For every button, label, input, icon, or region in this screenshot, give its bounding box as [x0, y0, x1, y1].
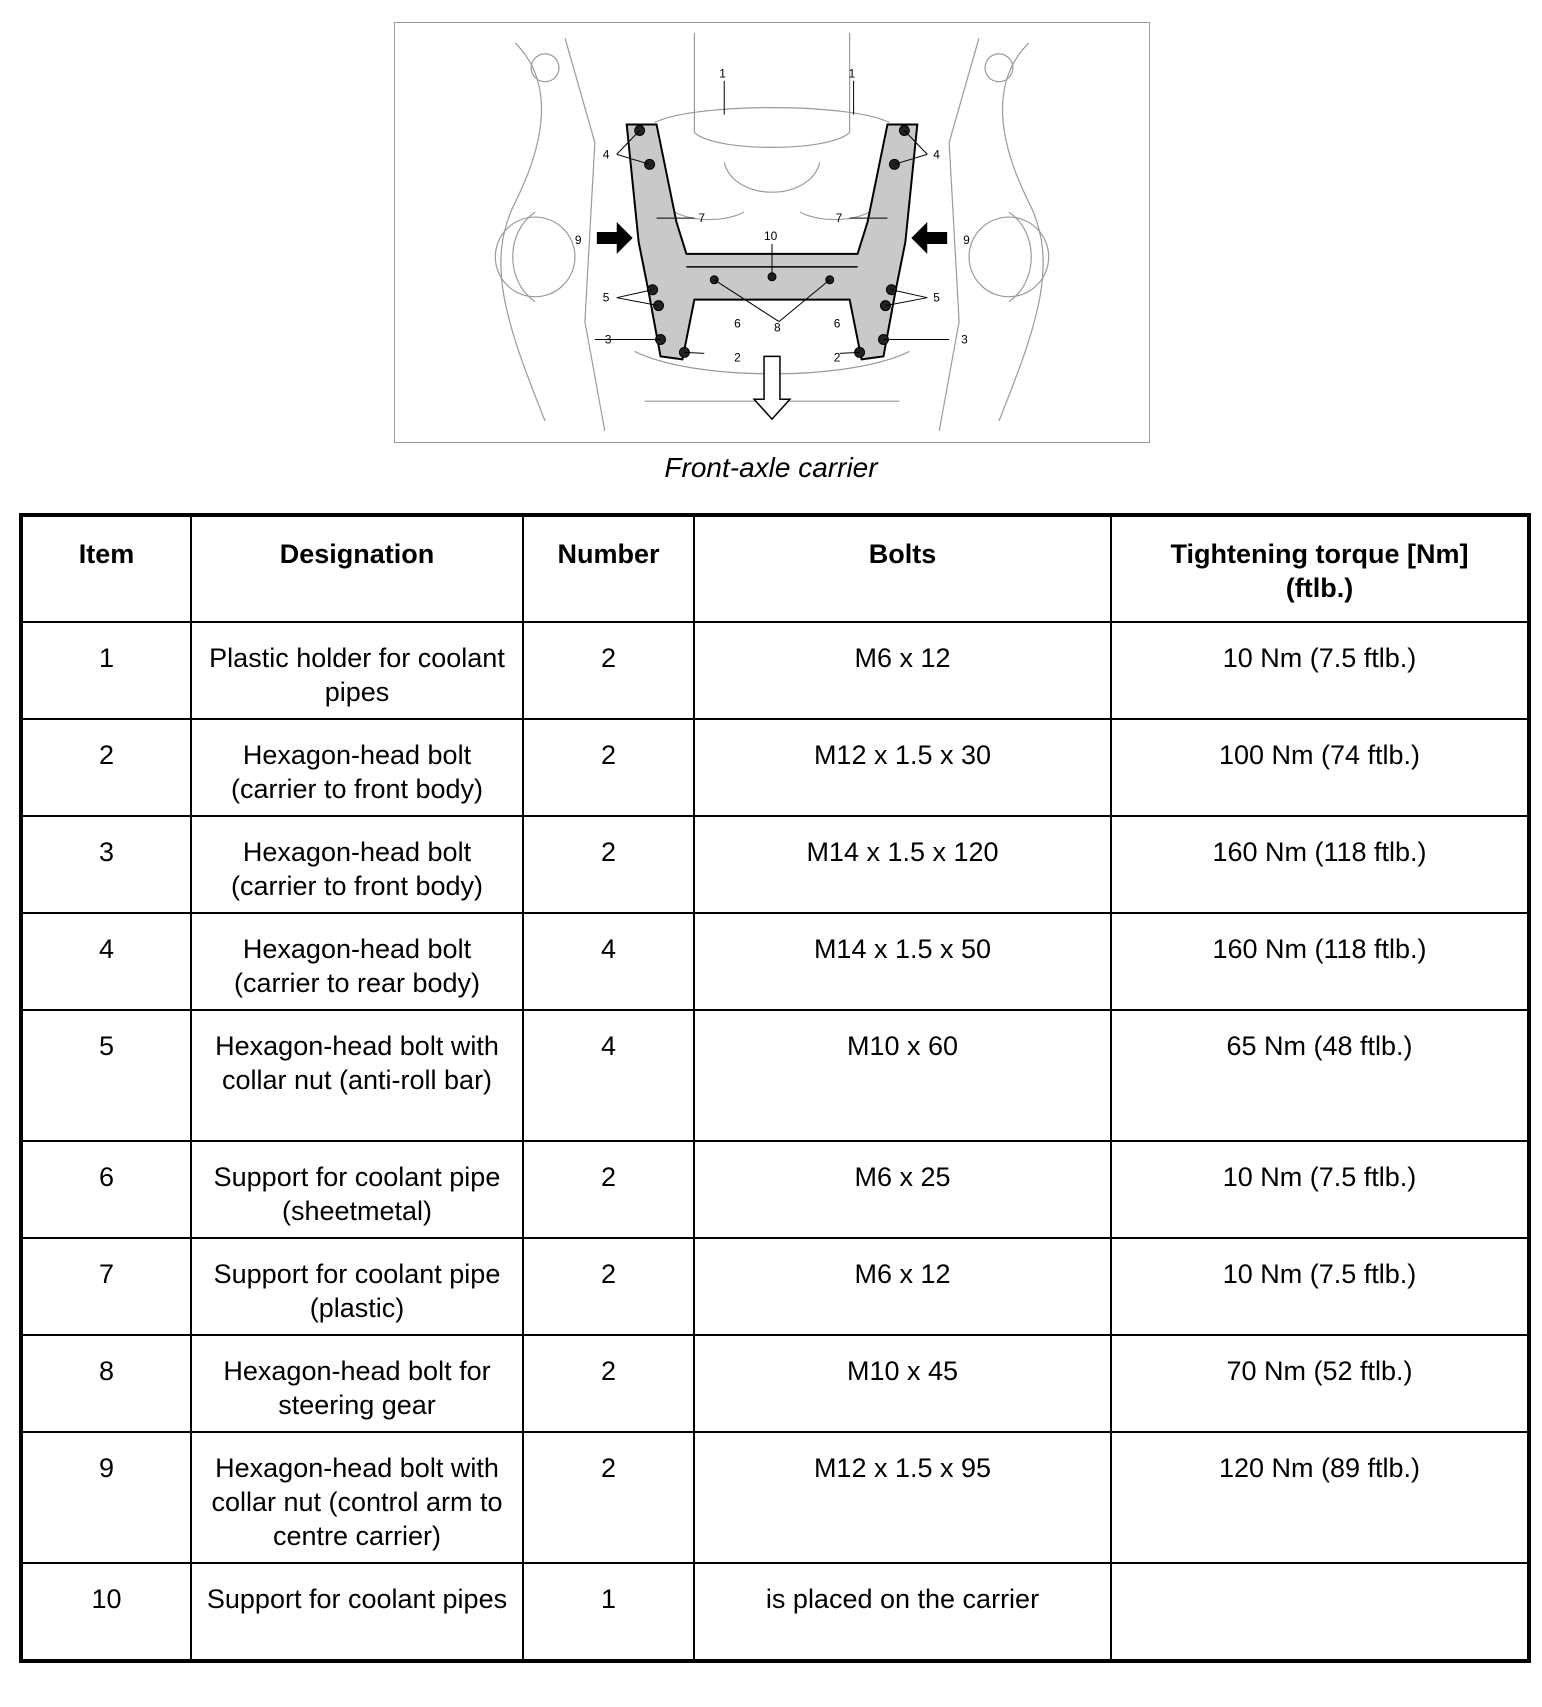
cell-bolts: M14 x 1.5 x 50 — [694, 913, 1111, 1010]
cell-item: 9 — [21, 1432, 191, 1563]
cell-item: 5 — [21, 1010, 191, 1141]
header-torque — [1111, 515, 1529, 622]
cell-number: 2 — [523, 1335, 694, 1432]
forward-direction-arrow-icon — [754, 356, 790, 419]
cell-torque: 100 Nm (74 ftlb.) — [1111, 719, 1529, 816]
cell-designation: Hexagon-head bolt (carrier to rear body) — [191, 913, 523, 1010]
table-row — [21, 1563, 1529, 1661]
cell-bolts: M10 x 60 — [694, 1010, 1111, 1141]
cell-bolts: M6 x 12 — [694, 1238, 1111, 1335]
front-axle-carrier-diagram — [394, 22, 1150, 443]
callout-3-left: 3 — [604, 332, 612, 347]
cell-torque — [1111, 1563, 1529, 1661]
header-number: Number — [523, 515, 694, 622]
table-row — [21, 913, 1529, 1010]
cell-number: 2 — [523, 1238, 694, 1335]
cell-item: 7 — [21, 1238, 191, 1335]
callout-9-right: 9 — [963, 232, 970, 247]
cell-designation: Support for coolant pipe (plastic) — [191, 1238, 523, 1335]
cell-designation: Hexagon-head bolt (carrier to front body) — [191, 719, 523, 816]
cell-designation: Hexagon-head bolt with collar nut (anti-roll bar) — [191, 1010, 523, 1141]
header-torque-line1: Tightening torque [Nm] — [1170, 539, 1469, 569]
callout-2-left: 2 — [734, 350, 741, 365]
cell-designation: Support for coolant pipes — [191, 1563, 523, 1661]
cell-torque: 120 Nm (89 ftlb.) — [1111, 1432, 1529, 1563]
header-bolts: Bolts — [694, 515, 1111, 622]
cell-number: 2 — [523, 622, 694, 719]
callout-6-left: 6 — [734, 316, 741, 331]
cell-designation: Hexagon-head bolt (carrier to front body) — [191, 816, 523, 913]
table-row — [21, 1335, 1529, 1432]
cell-bolts: M14 x 1.5 x 120 — [694, 816, 1111, 913]
table-row — [21, 1238, 1529, 1335]
cell-designation: Support for coolant pipe (sheetmetal) — [191, 1141, 523, 1238]
callout-5-left: 5 — [602, 290, 610, 305]
cell-number: 2 — [523, 816, 694, 913]
callout-labels — [575, 67, 970, 365]
cell-item: 3 — [21, 816, 191, 913]
cell-number: 2 — [523, 719, 694, 816]
callout-10: 10 — [764, 228, 778, 243]
cell-number: 2 — [523, 1141, 694, 1238]
tightening-torque-table — [19, 513, 1531, 1663]
cell-torque: 70 Nm (52 ftlb.) — [1111, 1335, 1529, 1432]
callout-4-left: 4 — [602, 147, 610, 162]
table-row — [21, 1432, 1529, 1563]
cell-number: 4 — [523, 913, 694, 1010]
cell-bolts: M12 x 1.5 x 95 — [694, 1432, 1111, 1563]
cell-number: 4 — [523, 1010, 694, 1141]
table-row — [21, 1141, 1529, 1238]
callout-7-right: 7 — [835, 211, 843, 226]
callout-1-left: 1 — [719, 66, 726, 81]
cell-designation: Hexagon-head bolt for steering gear — [191, 1335, 523, 1432]
cell-number: 1 — [523, 1563, 694, 1661]
cell-designation: Plastic holder for coolant pipes — [191, 622, 523, 719]
cell-item: 1 — [21, 622, 191, 719]
cell-item: 4 — [21, 913, 191, 1010]
table-row — [21, 1010, 1529, 1141]
cell-number: 2 — [523, 1432, 694, 1563]
cell-bolts: M6 x 25 — [694, 1141, 1111, 1238]
cell-bolts: M6 x 12 — [694, 622, 1111, 719]
callout-7-left: 7 — [698, 211, 705, 226]
cell-torque: 160 Nm (118 ftlb.) — [1111, 816, 1529, 913]
callout-9-left: 9 — [574, 232, 582, 247]
cell-bolts: is placed on the carrier — [694, 1563, 1111, 1661]
cell-bolts: M12 x 1.5 x 30 — [694, 719, 1111, 816]
cell-torque: 10 Nm (7.5 ftlb.) — [1111, 1238, 1529, 1335]
cell-item: 8 — [21, 1335, 191, 1432]
header-torque-line2: (ftlb.) — [1285, 573, 1354, 603]
cell-torque: 160 Nm (118 ftlb.) — [1111, 913, 1529, 1010]
cell-item: 10 — [21, 1563, 191, 1661]
cell-item: 2 — [21, 719, 191, 816]
table-row — [21, 719, 1529, 816]
callout-8: 8 — [773, 320, 781, 335]
cell-item: 6 — [21, 1141, 191, 1238]
figure-caption: Front-axle carrier — [664, 452, 878, 483]
table-row — [21, 622, 1529, 719]
cell-torque: 65 Nm (48 ftlb.) — [1111, 1010, 1529, 1141]
table-header-row — [21, 515, 1529, 622]
header-item: Item — [21, 515, 191, 622]
cell-torque: 10 Nm (7.5 ftlb.) — [1111, 1141, 1529, 1238]
callout-6-right: 6 — [833, 316, 841, 331]
callout-3-right: 3 — [961, 332, 968, 347]
cell-torque: 10 Nm (7.5 ftlb.) — [1111, 622, 1529, 719]
callout-4-right: 4 — [933, 147, 940, 162]
cell-designation: Hexagon-head bolt with collar nut (control arm to centre carrier) — [191, 1432, 523, 1563]
header-designation: Designation — [191, 515, 523, 622]
callout-1-right: 1 — [848, 66, 856, 81]
callout-5-right: 5 — [933, 290, 940, 305]
callout-2-right: 2 — [833, 350, 841, 365]
cell-bolts: M10 x 45 — [694, 1335, 1111, 1432]
table-row — [21, 816, 1529, 913]
